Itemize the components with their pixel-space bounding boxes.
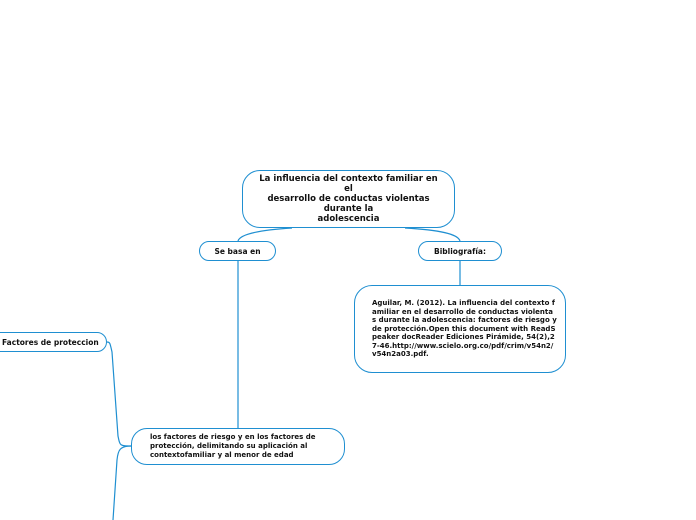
basis-factors-node[interactable] bbox=[131, 428, 345, 465]
topic-factores-proteccion-label: Factores de proteccion bbox=[2, 337, 99, 347]
bibliography-reference-text: Aguilar, M. (2012). La influencia del contexto familiar en el desarrollo de conductas violentas durante la adolescencia: factores de riesgo y de protección.Open this document with ReadSpeaker docReader Ediciones Pirámide, 54(2),27-46.http://www.scielo.org.co/pdf/crim/v54n2/v54n2a03.pdf. bbox=[372, 298, 557, 359]
topic-se-basa-en-label: Se basa en bbox=[214, 246, 261, 256]
bibliography-reference-node[interactable] bbox=[354, 285, 566, 373]
connector-root-to-bibliografia bbox=[405, 228, 460, 241]
topic-bibliografia-label: Bibliografía: bbox=[434, 246, 486, 256]
topic-factores-proteccion[interactable] bbox=[0, 332, 107, 352]
connector-root-to-basa bbox=[238, 228, 292, 241]
central-topic-title: La influencia del contexto familiar en el desarrollo de conductas violentas durante la adolescencia bbox=[259, 174, 438, 224]
topic-bibliografia[interactable] bbox=[418, 241, 502, 261]
basis-factors-text: los factores de riesgo y en los factores de protección, delimitando su aplicación al contextofamiliar y al menor de edad bbox=[150, 433, 316, 459]
central-topic[interactable] bbox=[242, 170, 455, 228]
connector-factores-to-proteccion bbox=[107, 342, 131, 446]
topic-se-basa-en[interactable] bbox=[199, 241, 276, 261]
connector-factores-to-offscreen bbox=[113, 446, 131, 520]
